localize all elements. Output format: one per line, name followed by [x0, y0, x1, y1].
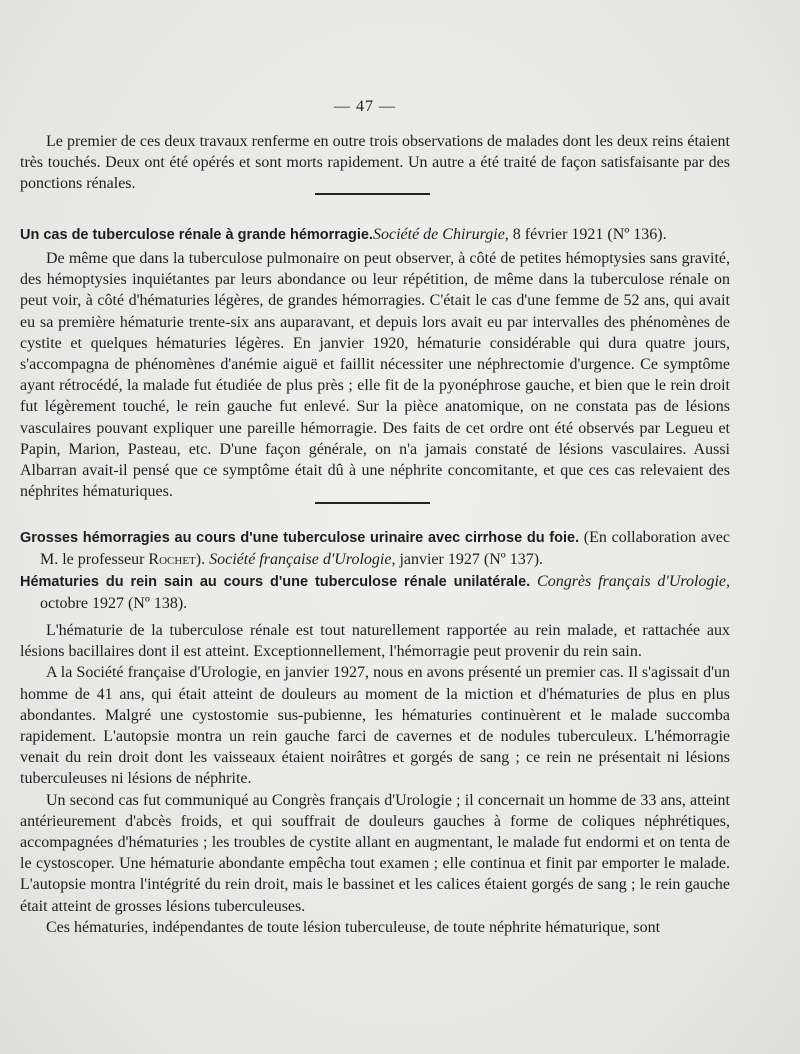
entry-136-body: De même que dans la tuberculose pulmonaire on peut observer, à côté de petites hémoptysies sans gravité, des hémoptysies inquiétantes par leurs abondance ou leur répétition, de même dans la tuberculose rénale on peut voir, à côté d'hématuries légères, de grandes hémorragies. C'était le cas d'une femme de 52 ans, qui avait eu sa première hématurie trente-six ans auparavant, et depuis lors avait eu par intervalles des phénomènes de cystite et quelques hématuries légères. En janvier 1920, hématurie considérable qui dura quatre jours, s'accompagna de phénomènes d'anémie aiguë et faillit nécessiter une néphrectomie d'urgence. Ce symptôme ayant rétrocédé, la malade fut étudiée de plus près ; elle fit de la pyonéphrose gauche, et bien que le rein droit fut légèrement touché, le rein gauche fut enlevé. Sur la pièce anatomique, on ne constata pas de lésions vasculaires pouvant expliquer une pareille hémorragie. Des faits de cet ordre ont été observés par Legueu et Papin, Marion, Pasteau, etc. D'une façon générale, on n'a jamais constaté de lésions vasculaires. Aussi Albarran avait-il pensé que ce symptôme était dû à une néphrite concomitante, et que ces cas relevaient des néphrites hématuriques. [20, 250, 730, 501]
intro-section [20, 131, 730, 195]
entry-137 [20, 527, 730, 570]
entry-138-paragraph: Un second cas fut communiqué au Congrès français d'Urologie ; il concernait un homme de 33 ans, atteint antérieurement d'abcès froids, et qui souffrait de douleurs gauches à forme de coliques néphrétiques, accompagnées d'hématuries ; les troubles de cystite allant en augmentant, le malade fut endormi et on tenta de le cystoscoper. Une hématurie abondante empêcha tout examen ; elle continua et finit par emporter le malade. L'autopsie montra l'intégrité du rein droit, mais le bassinet et les calices étaient gorgés de sang ; le rein gauche était atteint de grosses lésions tuberculeuses. [20, 791, 730, 915]
entry-137-heading [20, 527, 730, 570]
entry-138 [20, 571, 730, 938]
intro-paragraph: Le premier de ces deux travaux renferme en outre trois observations de malades dont les deux reins étaient très touchés. Deux ont été opérés et sont morts rapidement. Un autre a été traité de façon satisfaisante par des ponctions rénales. [20, 133, 730, 193]
entry-138-date: octobre 1927 (Nº 138). [40, 595, 188, 612]
entry-136-heading [20, 224, 730, 246]
entry-137-collab-name: Rochet [148, 551, 196, 568]
section-divider [315, 193, 430, 195]
page-number: — 47 — [334, 98, 396, 115]
entry-137-collab: (En collaboration avec M. le professeur [40, 529, 730, 568]
entry-138-heading [20, 571, 730, 614]
entry-137-title: Grosses hémorragies au cours d'une tuberculose urinaire avec cirrhose du foie. [20, 530, 580, 546]
entry-138-paragraph: L'hématurie de la tuberculose rénale est tout naturellement rapportée au rein malade, et rattachée aux lésions bacillaires dont il est atteint. Exceptionnellement, l'hémorragie peut provenir du rein sain. [20, 622, 730, 661]
entry-138-paragraph: Ces hématuries, indépendantes de toute lésion tuberculeuse, de toute néphrite hématurique, sont [46, 918, 661, 936]
entry-136-date: 8 février 1921 (Nº 136). [508, 226, 667, 243]
entry-138-venue: Congrès français d'Urologie, [530, 573, 730, 590]
entry-136-title: Un cas de tuberculose rénale à grande hémorragie. [20, 227, 373, 243]
entry-138-paragraph: A la Société française d'Urologie, en janvier 1927, nous en avons présenté un premier cas. Il s'agissait d'un homme de 41 ans, qui était atteint de douleurs au moment de la miction et d'hématuries de plus en plus abondantes. Malgré une cystostomie sus-pubienne, les hématuries continuèrent et le malade succomba rapidement. L'autopsie montra un rein gauche farci de cavernes et de nodules tuberculeux. L'hémorragie venait du rein droit dont les vaisseaux étaient noirâtres et gorgés de sang ; ce rein ne présentait ni lésions tuberculeuses ni lésions de néphrite. [20, 664, 730, 788]
entry-136-venue: Société de Chirurgie, [372, 226, 509, 243]
section-divider [315, 502, 430, 504]
entry-138-title: Hématuries du rein sain au cours d'une tuberculose rénale unilatérale. [20, 574, 531, 590]
entry-137-date: janvier 1927 (Nº 137). [395, 551, 544, 568]
entry-137-collab-end: ). [195, 551, 210, 568]
entry-137-venue: Société française d'Urologie, [209, 551, 396, 568]
entry-136 [20, 224, 730, 502]
